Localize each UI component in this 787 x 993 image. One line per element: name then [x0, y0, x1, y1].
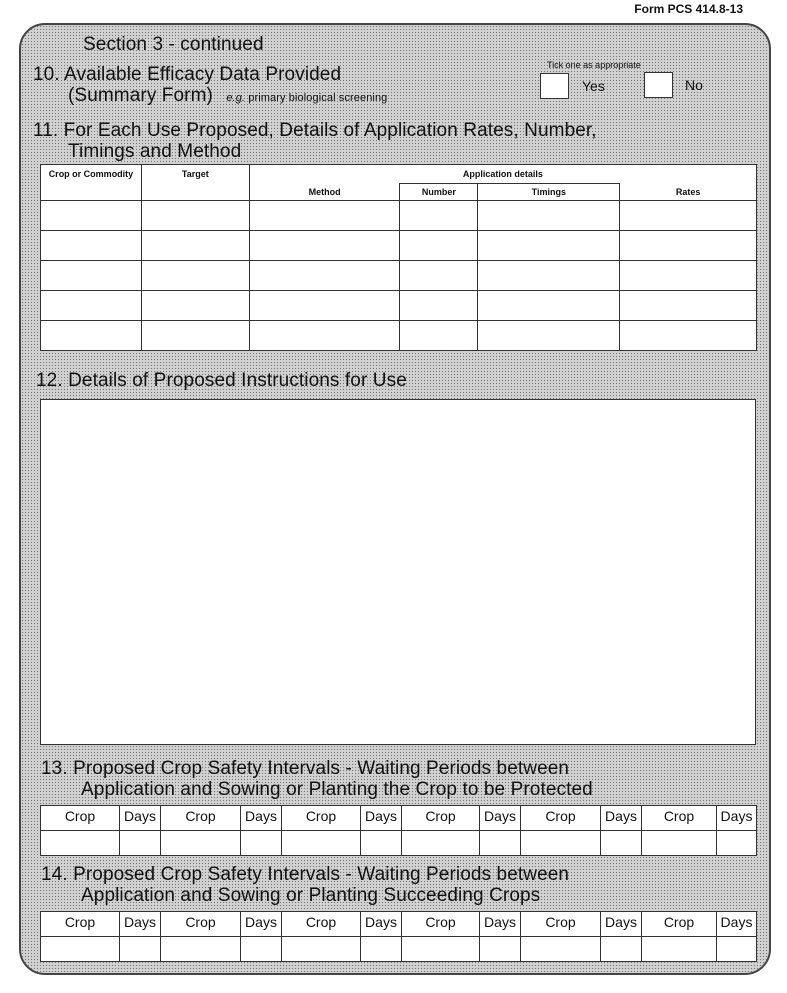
table-row — [41, 231, 757, 261]
crop-cell[interactable] — [282, 937, 361, 962]
q10-line1: 10. Available Efficacy Data Provided — [33, 64, 342, 85]
crop-col-header: Crop — [282, 806, 361, 831]
table-cell[interactable] — [141, 201, 249, 231]
crop-safety-table-13 — [40, 805, 757, 856]
table-cell[interactable] — [41, 291, 142, 321]
q13-line2: Application and Sowing or Planting the Crop to be Protected — [81, 779, 593, 800]
q10-eg-text: primary biological screening — [248, 92, 388, 104]
tick-note: Tick one as appropriate — [547, 60, 641, 70]
crop-cell[interactable] — [642, 831, 717, 856]
table-cell[interactable] — [41, 201, 142, 231]
yes-checkbox[interactable] — [540, 73, 569, 99]
crop-col-header: Crop — [642, 912, 717, 937]
table-cell[interactable] — [249, 201, 400, 231]
crop-col-header: Crop — [402, 912, 480, 937]
crop-cell[interactable] — [41, 937, 120, 962]
days-col-header: Days — [241, 912, 282, 937]
application-table — [40, 164, 757, 351]
table-cell[interactable] — [400, 321, 478, 351]
days-col-header: Days — [120, 806, 161, 831]
col-rates-header: Rates — [620, 184, 757, 201]
table-row — [41, 291, 757, 321]
table-cell[interactable] — [141, 321, 249, 351]
q10-line2-wrap — [33, 85, 387, 109]
crop-col-header: Crop — [282, 912, 361, 937]
table-cell[interactable] — [400, 231, 478, 261]
crop-cell[interactable] — [41, 831, 120, 856]
col-crop-header: Crop or Commodity — [41, 165, 142, 201]
table-cell[interactable] — [620, 291, 757, 321]
q14-line1: 14. Proposed Crop Safety Intervals - Waiting Periods between — [41, 864, 570, 885]
crop-header-row — [41, 806, 757, 831]
crop-col-header: Crop — [161, 912, 241, 937]
days-cell[interactable] — [241, 831, 282, 856]
days-col-header: Days — [601, 912, 642, 937]
application-header-row — [41, 165, 757, 184]
crop-header-row — [41, 912, 757, 937]
table-cell[interactable] — [249, 231, 400, 261]
application-details-header: Application details — [249, 165, 756, 184]
col-number-header: Number — [400, 184, 478, 201]
col-timings-header: Timings — [478, 184, 620, 201]
instructions-textarea[interactable] — [40, 399, 756, 745]
days-col-header: Days — [480, 806, 521, 831]
yes-label: Yes — [582, 78, 605, 94]
table-cell[interactable] — [620, 261, 757, 291]
days-cell[interactable] — [601, 937, 642, 962]
q13-heading — [41, 758, 593, 800]
table-cell[interactable] — [249, 291, 400, 321]
table-cell[interactable] — [141, 231, 249, 261]
crop-col-header: Crop — [41, 912, 120, 937]
days-col-header: Days — [717, 912, 757, 937]
no-checkbox[interactable] — [644, 72, 673, 98]
table-cell[interactable] — [400, 291, 478, 321]
table-cell[interactable] — [620, 201, 757, 231]
days-cell[interactable] — [241, 937, 282, 962]
days-col-header: Days — [717, 806, 757, 831]
section-title: Section 3 - continued — [83, 34, 264, 55]
crop-entry-row — [41, 937, 757, 962]
crop-col-header: Crop — [161, 806, 241, 831]
crop-cell[interactable] — [402, 831, 480, 856]
table-cell[interactable] — [41, 231, 142, 261]
table-cell[interactable] — [41, 321, 142, 351]
table-cell[interactable] — [400, 261, 478, 291]
table-cell[interactable] — [249, 261, 400, 291]
crop-col-header: Crop — [642, 806, 717, 831]
col-target-header: Target — [141, 165, 249, 201]
table-row — [41, 201, 757, 231]
table-cell[interactable] — [141, 261, 249, 291]
table-cell[interactable] — [478, 261, 620, 291]
crop-cell[interactable] — [161, 937, 241, 962]
table-cell[interactable] — [478, 201, 620, 231]
days-cell[interactable] — [361, 937, 402, 962]
q10-heading — [33, 64, 387, 109]
form-id: Form PCS 414.8-13 — [634, 2, 743, 16]
days-cell[interactable] — [361, 831, 402, 856]
q11-line2: Timings and Method — [68, 141, 242, 162]
crop-cell[interactable] — [161, 831, 241, 856]
q10-line2: (Summary Form) — [68, 85, 213, 106]
no-label: No — [685, 77, 703, 93]
days-col-header: Days — [480, 912, 521, 937]
days-col-header: Days — [361, 912, 402, 937]
q11-line1: 11. For Each Use Proposed, Details of Application Rates, Number, — [33, 120, 597, 141]
table-cell[interactable] — [41, 261, 142, 291]
crop-cell[interactable] — [402, 937, 480, 962]
table-row — [41, 321, 757, 351]
table-cell[interactable] — [478, 291, 620, 321]
table-row — [41, 261, 757, 291]
q11-heading — [33, 120, 597, 162]
crop-cell[interactable] — [521, 937, 601, 962]
crop-safety-table-14 — [40, 911, 757, 962]
days-col-header: Days — [120, 912, 161, 937]
days-col-header: Days — [241, 806, 282, 831]
q14-heading — [41, 864, 569, 906]
days-cell[interactable] — [480, 937, 521, 962]
crop-cell[interactable] — [642, 937, 717, 962]
table-cell[interactable] — [400, 201, 478, 231]
q10-example — [226, 92, 387, 104]
table-cell[interactable] — [620, 231, 757, 261]
days-cell[interactable] — [717, 937, 757, 962]
days-cell[interactable] — [717, 831, 757, 856]
days-col-header: Days — [361, 806, 402, 831]
table-cell[interactable] — [478, 231, 620, 261]
table-cell[interactable] — [478, 321, 620, 351]
days-cell[interactable] — [480, 831, 521, 856]
days-col-header: Days — [601, 806, 642, 831]
crop-col-header: Crop — [521, 912, 601, 937]
table-cell[interactable] — [141, 291, 249, 321]
days-cell[interactable] — [120, 937, 161, 962]
table-cell[interactable] — [249, 321, 400, 351]
days-cell[interactable] — [601, 831, 642, 856]
crop-col-header: Crop — [402, 806, 480, 831]
q10-eg-prefix: e.g. — [226, 92, 246, 104]
crop-entry-row — [41, 831, 757, 856]
crop-col-header: Crop — [521, 806, 601, 831]
form-panel — [19, 23, 771, 975]
col-method-header: Method — [249, 184, 400, 201]
q13-line1: 13. Proposed Crop Safety Intervals - Waiting Periods between — [41, 758, 570, 779]
days-cell[interactable] — [120, 831, 161, 856]
crop-col-header: Crop — [41, 806, 120, 831]
q14-line2: Application and Sowing or Planting Succeeding Crops — [81, 885, 541, 906]
crop-cell[interactable] — [282, 831, 361, 856]
q12-heading: 12. Details of Proposed Instructions for Use — [36, 370, 407, 391]
crop-cell[interactable] — [521, 831, 601, 856]
table-cell[interactable] — [620, 321, 757, 351]
